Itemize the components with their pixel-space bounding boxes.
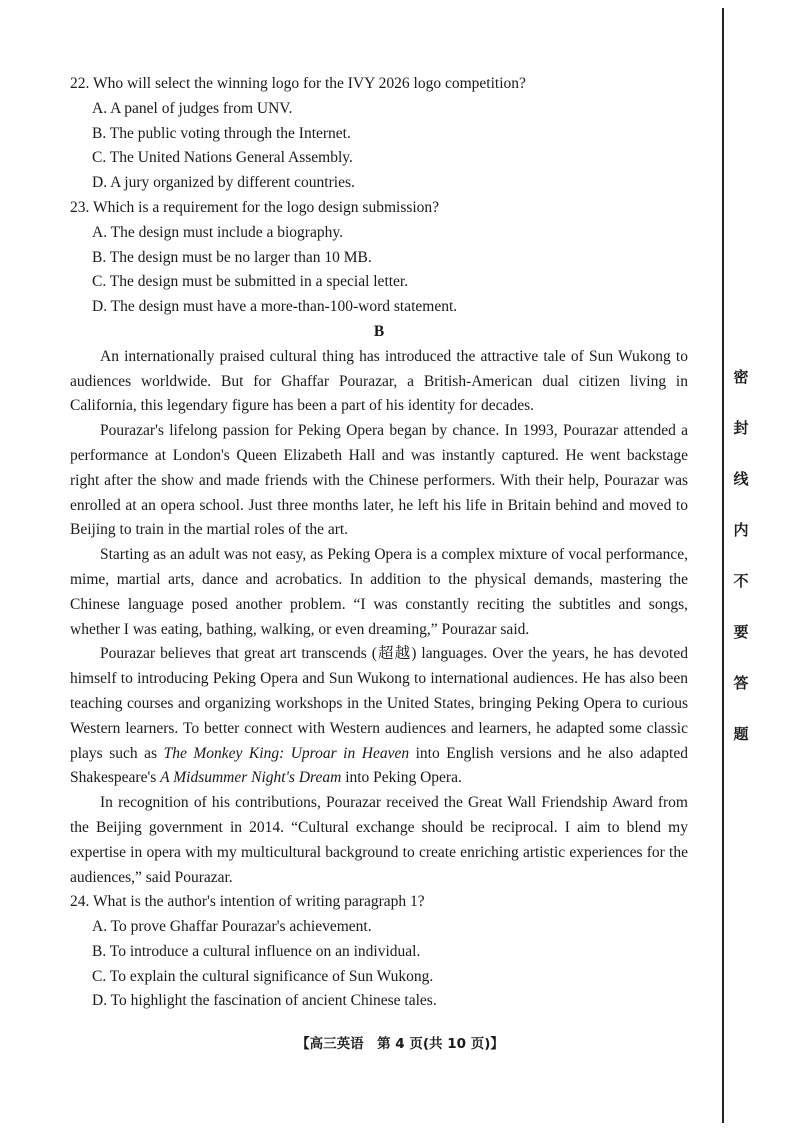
- passage-paragraph-3: Starting as an adult was not easy, as Peking Opera is a complex mixture of vocal performance, mime, martial arts, dance and acrobatics. In addition to the physical demands, mastering the Chinese language posed another problem. “I was constantly reciting the subtitles and songs, whether I was eating, bathing, walking, or even dreaming,” Pourazar said.: [70, 546, 688, 638]
- passage-paragraph-4: [70, 642, 688, 791]
- paragraph-text: into English versions and he also adapted Shakespeare's: [70, 744, 688, 787]
- seal-char: 内: [733, 521, 749, 539]
- option-c: C. The design must be submitted in a special letter.: [92, 273, 409, 291]
- seal-char: 要: [733, 623, 749, 641]
- seal-char: 不: [733, 572, 749, 590]
- section-label: B: [373, 322, 385, 340]
- option-b: B. To introduce a cultural influence on an individual.: [92, 942, 421, 960]
- question-23: [70, 196, 688, 320]
- binding-line: [722, 8, 724, 1123]
- question-stem: 23. Which is a requirement for the logo design submission?: [70, 198, 440, 216]
- option-a: A. The design must include a biography.: [92, 223, 343, 241]
- option-c: C. To explain the cultural significance of Sun Wukong.: [92, 967, 434, 985]
- option-d: D. A jury organized by different countries.: [92, 174, 355, 192]
- page-content: [70, 72, 688, 1014]
- seal-char: 封: [733, 419, 749, 437]
- reading-passage: [70, 345, 688, 891]
- passage-paragraph-2: Pourazar's lifelong passion for Peking Opera began by chance. In 1993, Pourazar attended a performance at London's Queen Elizabeth Hall and was instantly captured. He went backstage right after the show and made friends with the Chinese performers. With their help, Pourazar was enrolled at an opera school. Just three months later, he left his life in Britain behind and moved to Beijing to train in the martial roles of the art.: [70, 422, 688, 539]
- option-a: A. A panel of judges from UNV.: [92, 99, 293, 117]
- seal-char: 题: [733, 725, 749, 743]
- play-title: The Monkey King: Uproar in Heaven: [163, 744, 410, 762]
- sealing-line-notice: [730, 352, 752, 760]
- option-c: C. The United Nations General Assembly.: [92, 149, 353, 167]
- passage-paragraph-5: In recognition of his contributions, Pourazar received the Great Wall Friendship Award from the Beijing government in 2014. “Cultural exchange should be reciprocal. I aim to blend my expertise in opera with my multicultural background to create enriching artistic experiences for the audiences,” said Pourazar.: [70, 794, 688, 886]
- passage-paragraph-1: An internationally praised cultural thing has introduced the attractive tale of Sun Wukong to audiences worldwide. But for Ghaffar Pourazar, a British-American dual citizen living in California, this legendary figure has been a part of his identity for decades.: [70, 347, 688, 415]
- question-stem: 24. What is the author's intention of writing paragraph 1?: [70, 893, 425, 911]
- seal-char: 答: [733, 674, 749, 692]
- seal-char: 线: [733, 470, 749, 488]
- paragraph-text: Pourazar believes that great art transcends (超越) languages. Over the years, he has devoted himself to introducing Peking Opera and Sun Wukong to international audiences. He has also been teaching courses and organizing workshops in the United States, bringing Peking Opera to curious Western learners. To better connect with Western audiences and learners, he adapted some classic plays such as: [70, 645, 688, 762]
- seal-char: 密: [733, 368, 749, 386]
- option-d: D. To highlight the fascination of ancient Chinese tales.: [92, 992, 437, 1010]
- option-d: D. The design must have a more-than-100-word statement.: [92, 298, 458, 316]
- paragraph-text: into Peking Opera.: [341, 769, 462, 787]
- play-title: A Midsummer Night's Dream: [160, 769, 342, 787]
- question-stem: 22. Who will select the winning logo for the IVY 2026 logo competition?: [70, 75, 526, 92]
- page-footer: 【高三英语 第 4 页(共 10 页)】: [296, 1036, 504, 1052]
- option-b: B. The public voting through the Internet.: [92, 124, 351, 142]
- question-22: [70, 72, 688, 196]
- option-a: A. To prove Ghaffar Pourazar's achievement.: [92, 918, 372, 936]
- question-24: [70, 890, 688, 1014]
- option-b: B. The design must be no larger than 10 MB.: [92, 248, 372, 266]
